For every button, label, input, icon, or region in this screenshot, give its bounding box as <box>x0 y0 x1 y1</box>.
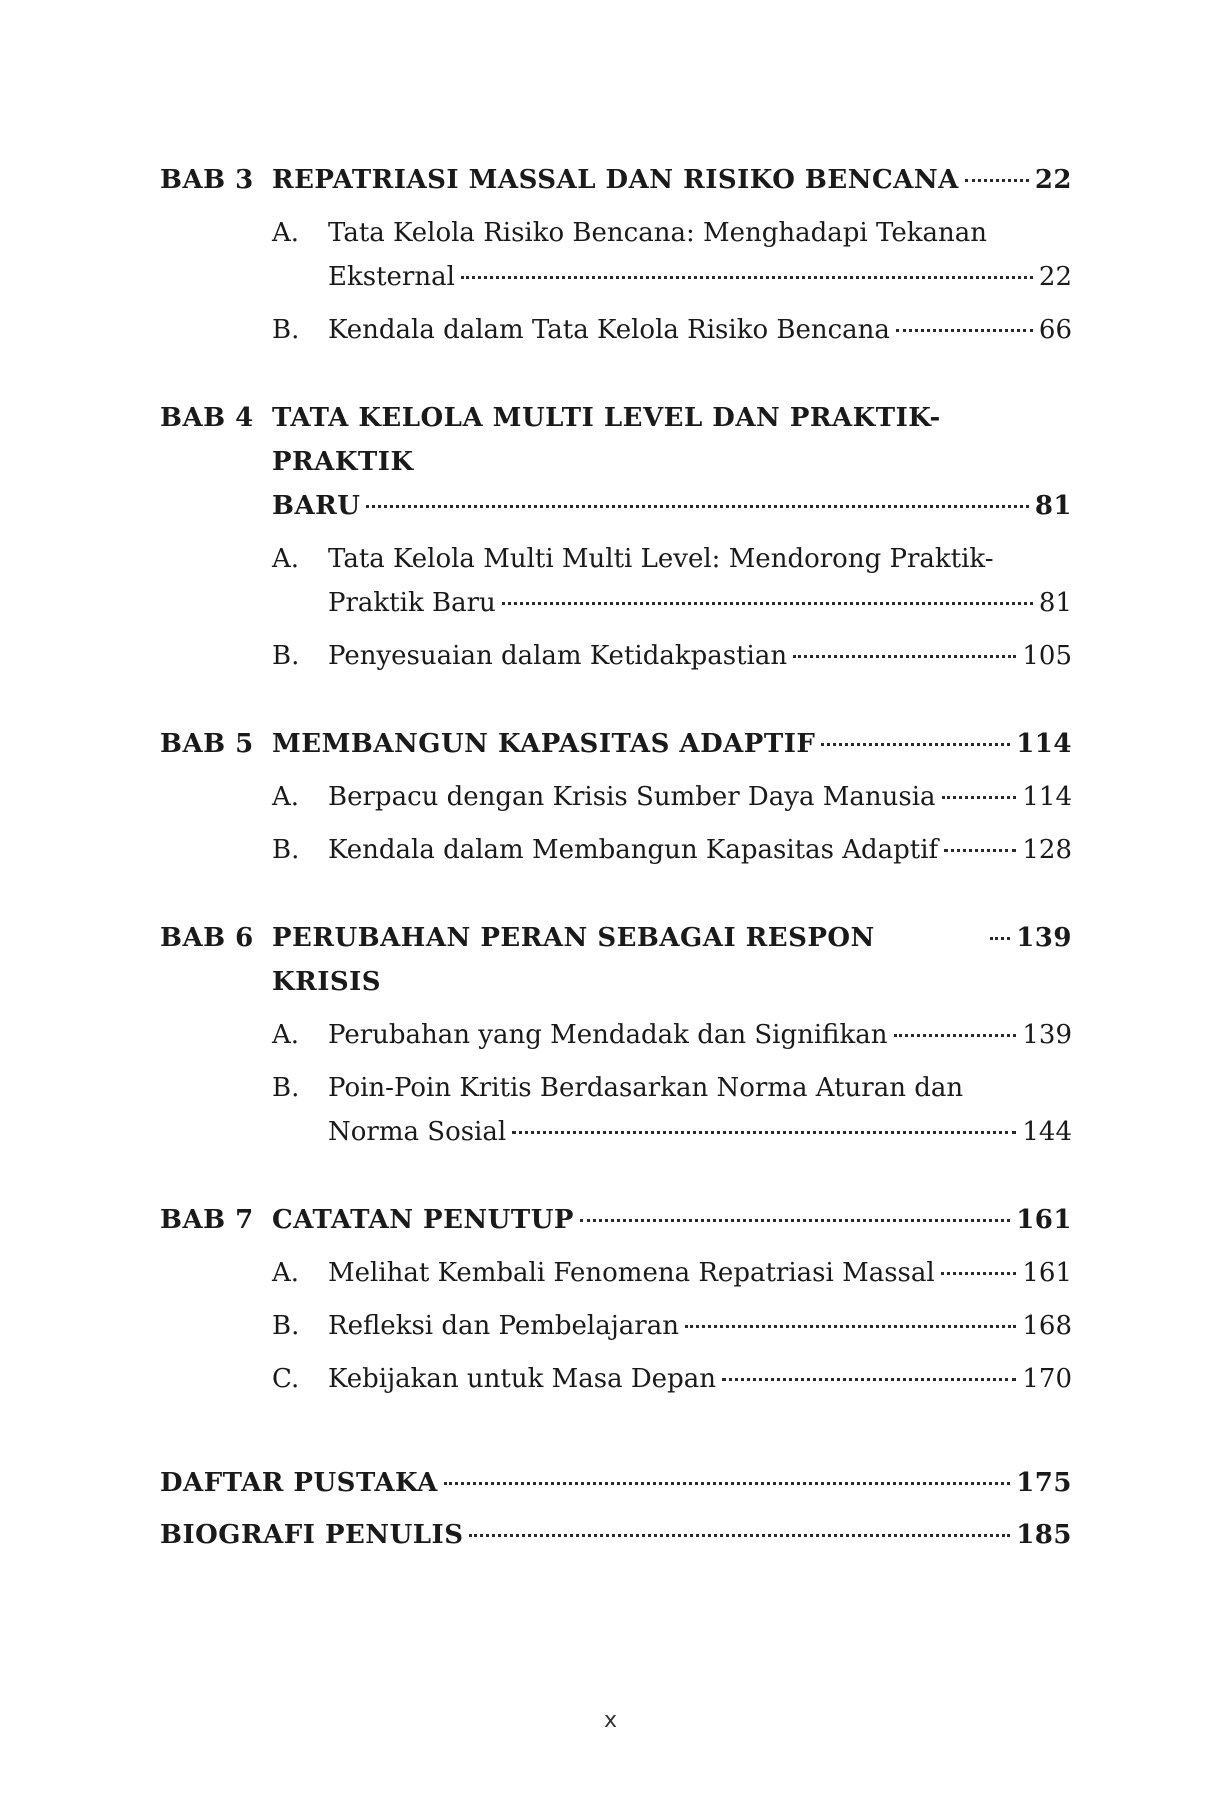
section-entry <box>160 1066 1072 1154</box>
chapter-number: BAB 4 <box>160 403 254 433</box>
section-title-line <box>328 775 1072 819</box>
chapter-entry <box>160 722 1072 872</box>
chapter-heading <box>160 396 1072 528</box>
section-title-line <box>328 581 1072 625</box>
back-matter-title: BIOGRAFI PENULIS <box>160 1520 464 1550</box>
section-title-block <box>328 1304 1072 1348</box>
chapter-number: BAB 7 <box>160 1205 254 1235</box>
section-title-text: Kendala dalam Tata Kelola Risiko Bencana <box>328 315 890 345</box>
section-title-text: Tata Kelola Risiko Bencana: Menghadapi Tekanan <box>328 218 987 248</box>
chapter-title-block <box>272 158 1072 202</box>
section-letter: C. <box>272 1364 300 1394</box>
chapter-number: BAB 3 <box>160 165 254 195</box>
dot-leader <box>793 654 1016 658</box>
section-title-block <box>328 211 1072 299</box>
section-title-line <box>328 1357 1072 1401</box>
section-title-text: Melihat Kembali Fenomena Repatriasi Massal <box>328 1258 935 1288</box>
section-page-number: 168 <box>1022 1311 1072 1341</box>
back-matter-page-number: 185 <box>1016 1520 1072 1550</box>
section-title-line <box>328 211 1072 255</box>
chapter-title-block <box>272 916 1072 1004</box>
section-title-block <box>328 775 1072 819</box>
section-letter: A. <box>272 544 300 574</box>
chapter-page-number: 161 <box>1016 1205 1072 1235</box>
chapter-title-text: CATATAN PENUTUP <box>272 1205 574 1235</box>
chapter-title-block <box>272 1198 1072 1242</box>
chapter-page-number: 139 <box>1016 923 1072 953</box>
section-page-number: 114 <box>1022 782 1072 812</box>
section-title-block <box>328 537 1072 625</box>
section-letter: B. <box>272 1311 300 1341</box>
chapter-entry <box>160 158 1072 352</box>
dot-leader <box>685 1324 1016 1328</box>
back-matter-page-number: 175 <box>1016 1468 1072 1498</box>
dot-leader <box>965 178 1029 182</box>
section-title-line <box>328 308 1072 352</box>
section-title-line <box>328 1304 1072 1348</box>
chapter-title-text: BARU <box>272 491 361 521</box>
dot-leader <box>894 1033 1017 1037</box>
section-title-text: Refleksi dan Pembelajaran <box>328 1311 679 1341</box>
dot-leader <box>461 275 1033 279</box>
section-title-line <box>328 828 1072 872</box>
section-title-block <box>328 828 1072 872</box>
chapter-title-block <box>272 722 1072 766</box>
section-entry <box>160 537 1072 625</box>
dot-leader <box>366 504 1028 508</box>
section-entry <box>160 308 1072 352</box>
dot-leader <box>942 795 1017 799</box>
chapter-entry <box>160 396 1072 678</box>
dot-leader <box>722 1377 1016 1381</box>
section-letter: A. <box>272 218 300 248</box>
chapter-title-line <box>272 484 1072 528</box>
dot-leader <box>944 848 1016 852</box>
section-letter: B. <box>272 1073 300 1103</box>
chapter-heading <box>160 916 1072 1004</box>
section-entry <box>160 1357 1072 1401</box>
chapter-number: BAB 5 <box>160 729 254 759</box>
section-title-text: Praktik Baru <box>328 588 496 618</box>
section-letter: A. <box>272 782 300 812</box>
section-title-block <box>328 1013 1072 1057</box>
section-title-block <box>328 1066 1072 1154</box>
chapter-title-block <box>272 396 1072 528</box>
section-title-line <box>328 1251 1072 1295</box>
section-letter: B. <box>272 835 300 865</box>
chapter-entry <box>160 1198 1072 1401</box>
section-entry <box>160 828 1072 872</box>
chapter-title-text: PERUBAHAN PERAN SEBAGAI RESPON KRISIS <box>272 923 875 997</box>
chapter-title-line <box>272 1198 1072 1242</box>
section-title-line <box>328 1066 1072 1110</box>
dot-leader <box>990 936 1010 940</box>
chapter-page-number: 22 <box>1034 165 1072 195</box>
section-entry <box>160 1251 1072 1295</box>
section-page-number: 144 <box>1022 1117 1072 1147</box>
section-page-number: 105 <box>1022 641 1072 671</box>
chapter-title-text: REPATRIASI MASSAL DAN RISIKO BENCANA <box>272 165 959 195</box>
chapter-heading <box>160 722 1072 766</box>
dot-leader <box>469 1533 1010 1537</box>
chapter-heading <box>160 158 1072 202</box>
back-matter-entry <box>160 1513 1072 1557</box>
section-title-line <box>328 1110 1072 1154</box>
chapter-number: BAB 6 <box>160 923 254 953</box>
section-title-text: Poin-Poin Kritis Berdasarkan Norma Aturan dan <box>328 1073 964 1103</box>
section-title-text: Kendala dalam Membangun Kapasitas Adaptif <box>328 835 939 865</box>
section-title-line <box>328 537 1072 581</box>
section-title-text: Norma Sosial <box>328 1117 507 1147</box>
section-title-text: Tata Kelola Multi Multi Level: Mendorong Praktik- <box>328 544 994 574</box>
section-page-number: 139 <box>1022 1020 1072 1050</box>
section-title-line <box>328 634 1072 678</box>
section-entry <box>160 1304 1072 1348</box>
section-page-number: 81 <box>1038 588 1072 618</box>
dot-leader <box>580 1218 1010 1222</box>
section-title-text: Eksternal <box>328 262 455 292</box>
section-page-number: 128 <box>1022 835 1072 865</box>
section-entry <box>160 775 1072 819</box>
chapter-title-line <box>272 916 1072 1004</box>
section-entry <box>160 211 1072 299</box>
table-of-contents <box>160 158 1072 1565</box>
chapter-title-line <box>272 396 1072 484</box>
dot-leader <box>444 1481 1010 1485</box>
section-letter: B. <box>272 641 300 671</box>
section-title-text: Berpacu dengan Krisis Sumber Daya Manusia <box>328 782 936 812</box>
section-title-line <box>328 255 1072 299</box>
dot-leader <box>941 1271 1017 1275</box>
section-letter: A. <box>272 1020 300 1050</box>
section-title-text: Perubahan yang Mendadak dan Signifikan <box>328 1020 888 1050</box>
page-number: x <box>603 1708 618 1733</box>
chapter-heading <box>160 1198 1072 1242</box>
dot-leader <box>821 742 1010 746</box>
chapter-page-number: 114 <box>1016 729 1072 759</box>
chapter-title-line <box>272 722 1072 766</box>
section-title-block <box>328 1251 1072 1295</box>
section-letter: A. <box>272 1258 300 1288</box>
section-title-line <box>328 1013 1072 1057</box>
section-entry <box>160 634 1072 678</box>
section-title-block <box>328 308 1072 352</box>
chapter-title-text: TATA KELOLA MULTI LEVEL DAN PRAKTIK-PRAKTIK <box>272 403 941 477</box>
section-page-number: 66 <box>1038 315 1072 345</box>
section-title-block <box>328 634 1072 678</box>
chapter-title-line <box>272 158 1072 202</box>
section-letter: B. <box>272 315 300 345</box>
section-title-text: Penyesuaian dalam Ketidakpastian <box>328 641 788 671</box>
section-title-block <box>328 1357 1072 1401</box>
chapter-entry <box>160 916 1072 1154</box>
back-matter-entry <box>160 1461 1072 1505</box>
chapter-page-number: 81 <box>1034 491 1072 521</box>
section-page-number: 161 <box>1022 1258 1072 1288</box>
dot-leader <box>512 1130 1016 1134</box>
dot-leader <box>896 328 1033 332</box>
dot-leader <box>502 601 1033 605</box>
chapter-title-text: MEMBANGUN KAPASITAS ADAPTIF <box>272 729 816 759</box>
section-entry <box>160 1013 1072 1057</box>
back-matter-title: DAFTAR PUSTAKA <box>160 1468 438 1498</box>
section-page-number: 22 <box>1038 262 1072 292</box>
section-page-number: 170 <box>1022 1364 1072 1394</box>
section-title-text: Kebijakan untuk Masa Depan <box>328 1364 716 1394</box>
